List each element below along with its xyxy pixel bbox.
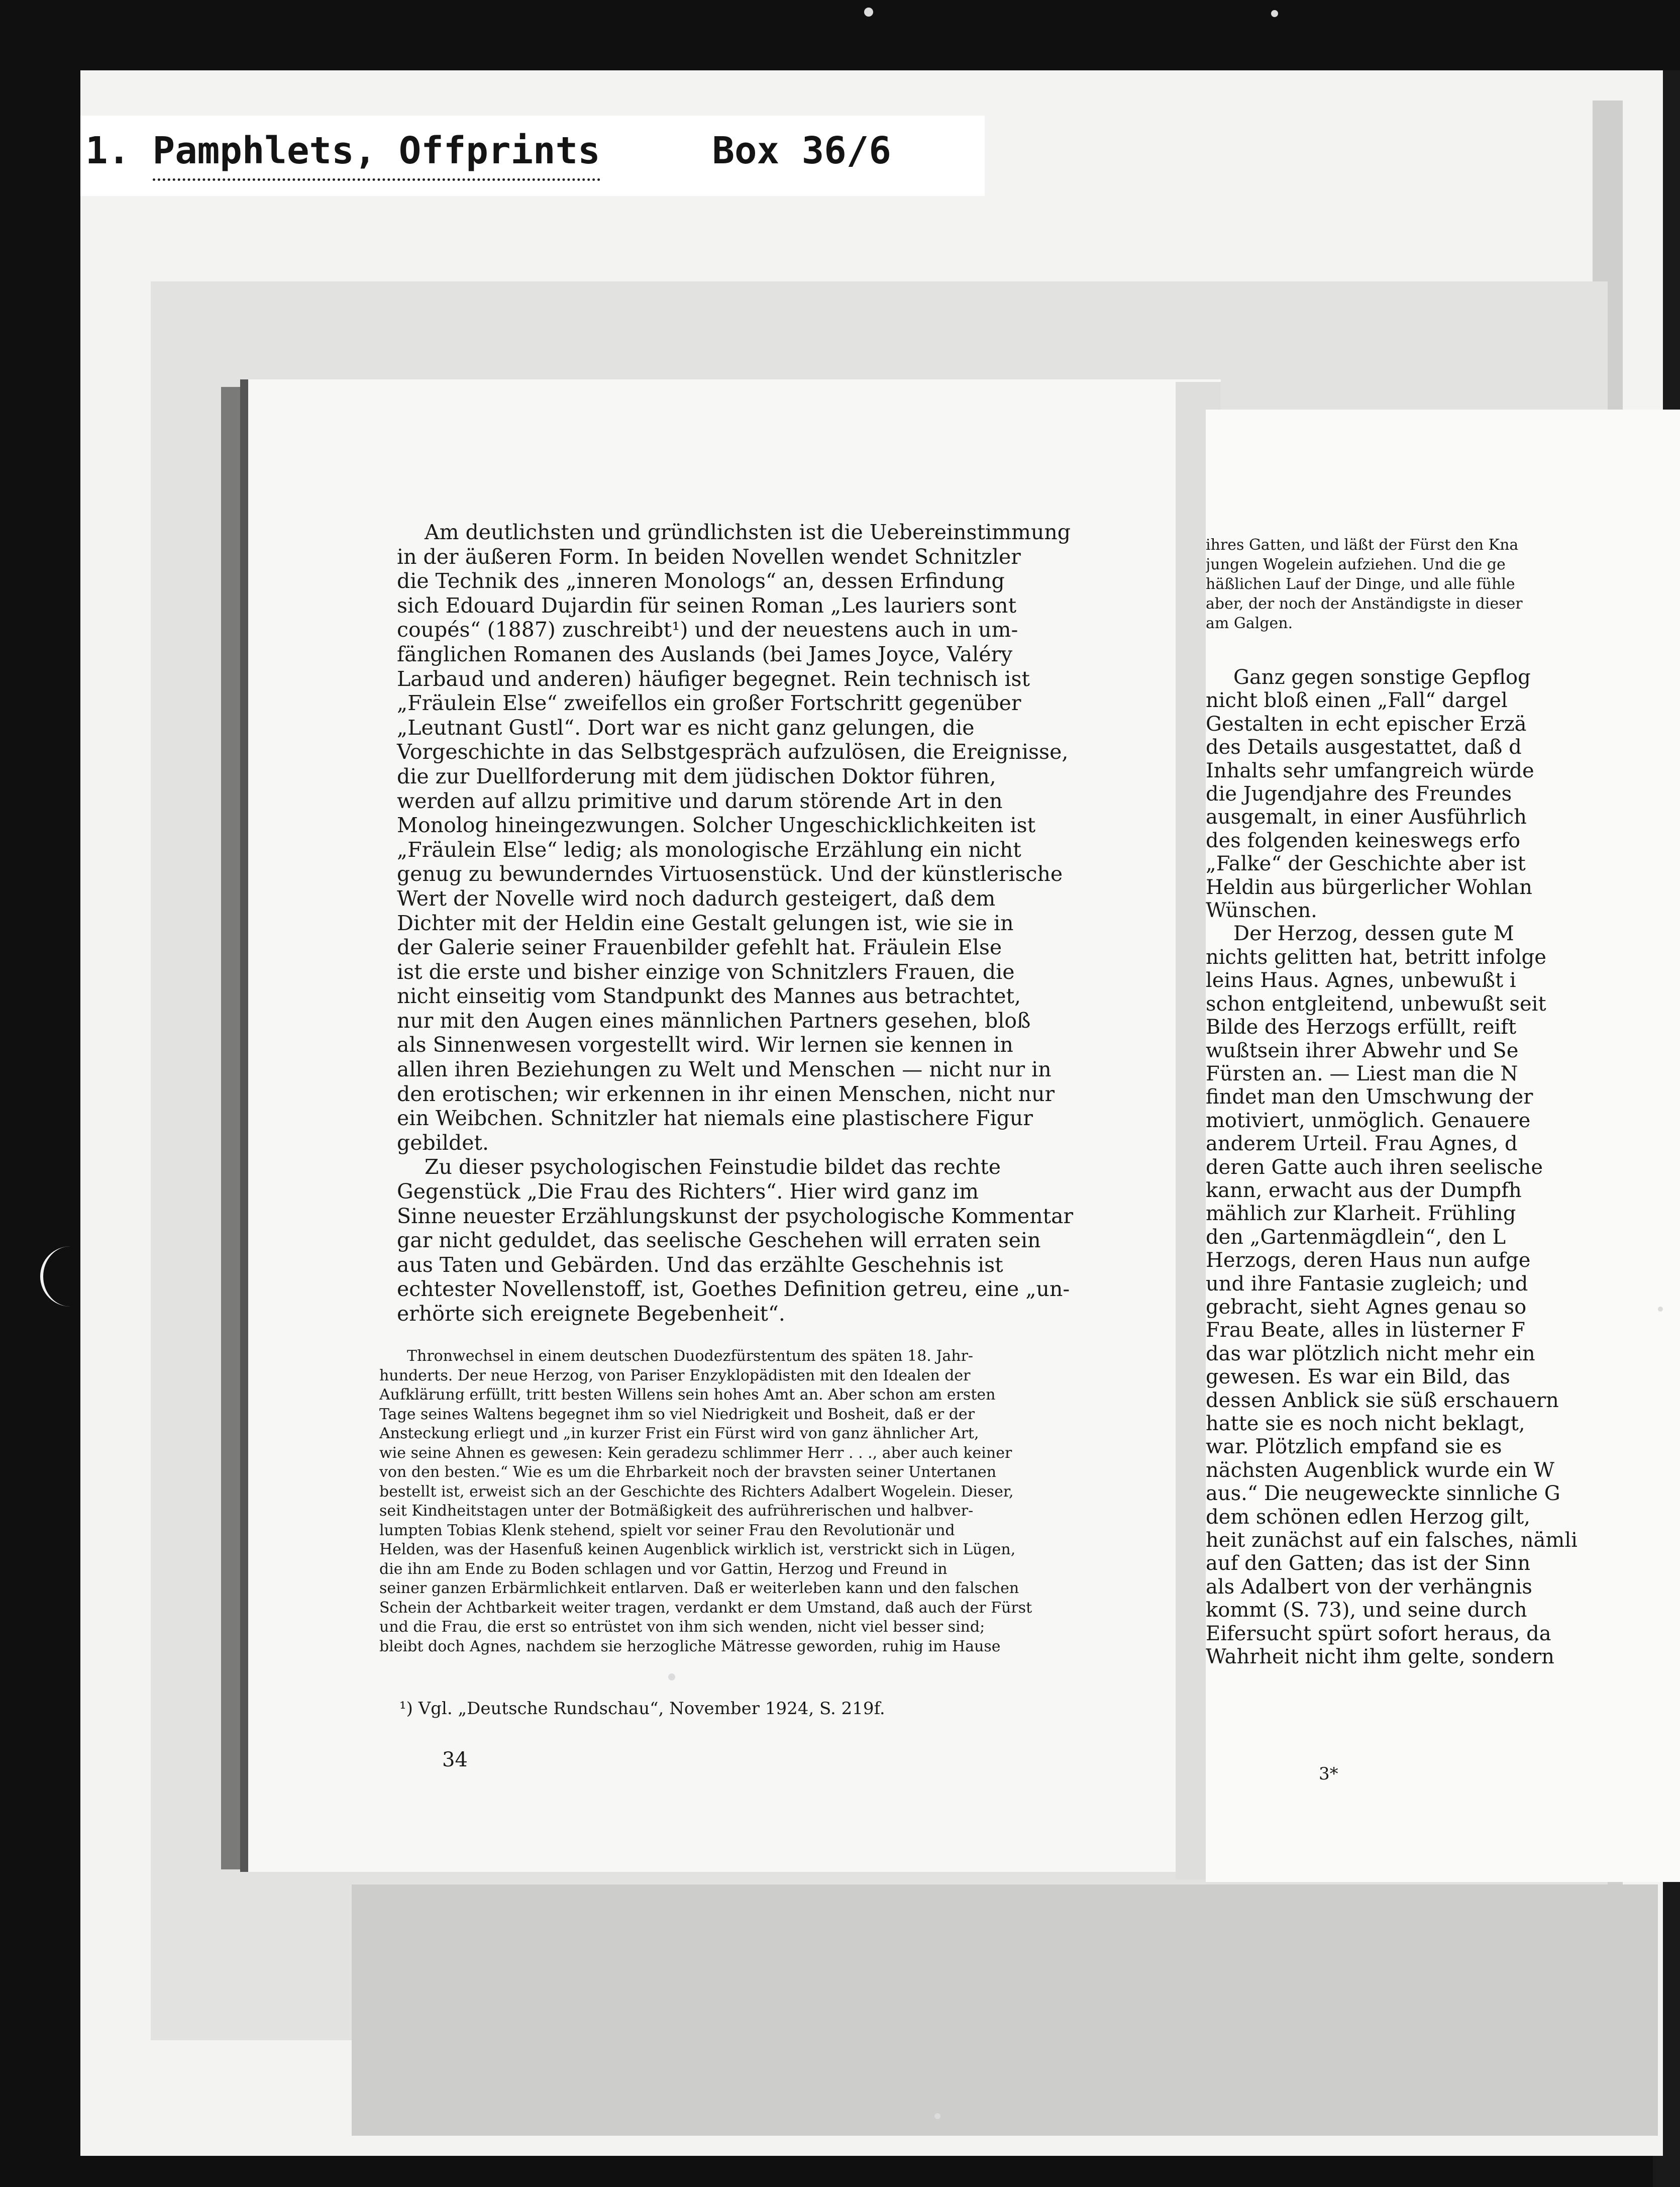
right-page-top-text: [1206, 535, 1678, 633]
right-body-line: aus.“ Die neugeweckte sinnliche G: [1206, 1482, 1560, 1506]
body-line: Larbaud und anderen) häufiger begegnet. Rein technisch ist: [397, 666, 1030, 691]
body-line: die zur Duellforderung mit dem jüdischen Doktor führen,: [397, 764, 996, 788]
summary-line: und die Frau, die erst so entrüstet von ihm sich wenden, nicht viel besser sind;: [379, 1618, 985, 1636]
summary-line: bestellt ist, erweist sich an der Geschichte des Richters Adalbert Wogelein. Dieser,: [379, 1482, 1014, 1501]
label-title: Pamphlets, Offprints: [153, 123, 600, 181]
right-body-line: ausgemalt, in einer Ausführlich: [1206, 806, 1527, 829]
right-page-body: [1206, 666, 1678, 1668]
left-page-summary: [379, 1347, 1070, 1656]
body-line: den erotischen; wir erkennen in ihr einen Menschen, nicht nur: [397, 1081, 1055, 1106]
right-body-line: nichts gelitten hat, betritt infolge: [1206, 945, 1546, 969]
summary-line: seiner ganzen Erbärmlichkeit entlarven. Daß er weiterleben kann und den falschen: [379, 1579, 1019, 1597]
summary-line: wie seine Ahnen es gewesen: Kein geradezu schlimmer Herr . . ., aber auch keiner: [379, 1444, 1012, 1462]
right-body-line: anderem Urteil. Frau Agnes, d: [1206, 1132, 1518, 1156]
right-body-line: nächsten Augenblick wurde ein W: [1206, 1458, 1554, 1482]
body-line: als Sinnenwesen vorgestellt wird. Wir lernen sie kennen in: [397, 1033, 1013, 1057]
film-mark: [40, 1246, 73, 1307]
right-body-line: dem schönen edlen Herzog gilt,: [1206, 1505, 1530, 1529]
summary-line: Thronwechsel in einem deutschen Duodezfürstentum des späten 18. Jahr-: [407, 1347, 974, 1365]
right-body-line: mählich zur Klarheit. Frühling: [1206, 1202, 1516, 1226]
right-body-line: Eifersucht spürt sofort heraus, da: [1206, 1622, 1551, 1645]
body-line: Dichter mit der Heldin eine Gestalt gelungen ist, wie sie in: [397, 911, 1014, 935]
right-page-signature-mark: 3*: [1319, 1764, 1338, 1784]
left-page-number: 34: [442, 1748, 468, 1771]
summary-line: Ansteckung erliegt und „in kurzer Frist ein Fürst wird von ganz ähnlicher Art,: [379, 1425, 979, 1442]
archive-label-text: [85, 123, 990, 178]
left-page-footnote: ¹) Vgl. „Deutsche Rundschau“, November 1924, S. 219f.: [399, 1699, 885, 1719]
right-body-line: Fürsten an. — Liest man die N: [1206, 1062, 1518, 1085]
body-line: Wert der Novelle wird noch dadurch gesteigert, daß dem: [397, 886, 996, 911]
card-lower-shadow: [352, 1884, 1658, 2136]
right-body-line: Frau Beate, alles in lüsterner F: [1206, 1319, 1525, 1342]
right-body-line: schon entgleitend, unbewußt seit: [1206, 992, 1546, 1016]
right-body-line: wußtsein ihrer Abwehr und Se: [1206, 1039, 1519, 1062]
summary-line: Aufklärung erfüllt, tritt besten Willens sein hohes Amt an. Aber schon am ersten: [379, 1386, 996, 1404]
right-body-line: die Jugendjahre des Freundes: [1206, 782, 1512, 806]
summary-line: seit Kindheitstagen unter der Botmäßigkeit des aufrührerischen und halbver-: [379, 1502, 974, 1520]
right-body-line: Gestalten in echt epischer Erzä: [1206, 712, 1527, 736]
body-line: Vorgeschichte in das Selbstgespräch aufzulösen, die Ereignisse,: [397, 740, 1069, 764]
right-top-line: häßlichen Lauf der Dinge, und alle fühle: [1206, 575, 1515, 593]
body-line: sich Edouard Dujardin für seinen Roman „Les lauriers sont: [397, 593, 1017, 618]
dust-speck: [864, 8, 873, 17]
body-line: nicht einseitig vom Standpunkt des Mannes aus betrachtet,: [397, 984, 1021, 1009]
body-line: gebildet.: [397, 1130, 489, 1155]
body-line: coupés“ (1887) zuschreibt¹) und der neuestens auch in um-: [397, 618, 1018, 642]
right-body-line: Ganz gegen sonstige Gepflog: [1233, 666, 1531, 689]
dust-speck: [934, 2113, 940, 2119]
right-body-line: Wünschen.: [1206, 899, 1317, 923]
right-body-line: war. Plötzlich empfand sie es: [1206, 1435, 1502, 1459]
body-line: Zu dieser psychologischen Feinstudie bildet das rechte: [425, 1155, 1001, 1179]
right-top-line: ihres Gatten, und läßt der Fürst den Kna: [1206, 536, 1519, 554]
right-body-line: kann, erwacht aus der Dumpfh: [1206, 1178, 1522, 1202]
body-line: „Leutnant Gustl“. Dort war es nicht ganz gelungen, die: [397, 715, 975, 740]
right-top-line: am Galgen.: [1206, 615, 1293, 632]
body-line: allen ihren Beziehungen zu Welt und Menschen — nicht nur in: [397, 1057, 1052, 1082]
right-body-line: gewesen. Es war ein Bild, das: [1206, 1365, 1510, 1389]
left-page-body: [397, 520, 1088, 1326]
right-body-line: nicht bloß einen „Fall“ dargel: [1206, 689, 1508, 713]
right-body-line: „Falke“ der Geschichte aber ist: [1206, 852, 1526, 876]
right-body-line: deren Gatte auch ihren seelische: [1206, 1155, 1543, 1179]
right-body-line: das war plötzlich nicht mehr ein: [1206, 1342, 1535, 1365]
book-spine-shadow: [221, 387, 241, 1869]
right-body-line: als Adalbert von der verhängnis: [1206, 1575, 1532, 1599]
summary-line: bleibt doch Agnes, nachdem sie herzogliche Mätresse geworden, ruhig im Hause: [379, 1637, 1001, 1655]
body-line: Gegenstück „Die Frau des Richters“. Hier wird ganz im: [397, 1179, 979, 1204]
summary-line: Tage seines Waltens begegnet ihm so viel Niedrigkeit und Bosheit, daß er der: [379, 1405, 975, 1423]
right-body-line: Wahrheit nicht ihm gelte, sondern: [1206, 1645, 1554, 1669]
body-line: erhörte sich ereignete Begebenheit“.: [397, 1302, 785, 1326]
body-line: werden auf allzu primitive und darum störende Art in den: [397, 788, 1003, 813]
right-body-line: kommt (S. 73), und seine durch: [1206, 1599, 1527, 1622]
right-body-line: hatte sie es noch nicht beklagt,: [1206, 1412, 1525, 1435]
summary-line: Schein der Achtbarkeit weiter tragen, verdankt er dem Umstand, daß auch der Fürst: [379, 1599, 1032, 1617]
body-line: Monolog hineingezwungen. Solcher Ungeschicklichkeiten ist: [397, 813, 1036, 838]
right-page: [1206, 410, 1680, 1882]
body-line: in der äußeren Form. In beiden Novellen wendet Schnitzler: [397, 544, 1021, 569]
right-body-line: auf den Gatten; das ist der Sinn: [1206, 1552, 1531, 1575]
body-line: echtester Novellenstoff, ist, Goethes Definition getreu, eine „un-: [397, 1277, 1070, 1302]
right-body-line: dessen Anblick sie süß erschauern: [1206, 1388, 1559, 1412]
right-body-line: Bilde des Herzogs erfüllt, reift: [1206, 1016, 1517, 1039]
body-line: die Technik des „inneren Monologs“ an, dessen Erfindung: [397, 569, 1005, 593]
right-body-line: Inhalts sehr umfangreich würde: [1206, 759, 1534, 782]
right-body-line: den „Gartenmägdlein“, den L: [1206, 1225, 1506, 1249]
right-body-line: findet man den Umschwung der: [1206, 1085, 1533, 1109]
body-line: „Fräulein Else“ ledig; als monologische Erzählung ein nicht: [397, 837, 1021, 862]
right-body-line: des Details ausgestattet, daß d: [1206, 736, 1522, 759]
right-body-line: Heldin aus bürgerlicher Wohlan: [1206, 875, 1532, 899]
body-line: fänglichen Romanen des Auslands (bei James Joyce, Valéry: [397, 642, 1013, 666]
dust-speck: [1658, 1307, 1663, 1312]
right-body-line: und ihre Fantasie zugleich; und: [1206, 1272, 1528, 1296]
body-line: der Galerie seiner Frauenbilder gefehlt hat. Fräulein Else: [397, 935, 1002, 960]
right-body-line: gebracht, sieht Agnes genau so: [1206, 1295, 1527, 1319]
body-line: Am deutlichsten und gründlichsten ist die Uebereinstimmung: [425, 520, 1071, 544]
label-box: Box 36/6: [712, 129, 891, 172]
right-top-line: aber, der noch der Anständigste in dieser: [1206, 595, 1523, 613]
right-top-line: jungen Wogelein aufziehen. Und die ge: [1206, 556, 1506, 573]
body-line: ist die erste und bisher einzige von Schnitzlers Frauen, die: [397, 959, 1015, 984]
dust-speck: [1271, 10, 1278, 17]
right-body-line: Herzogs, deren Haus nun aufge: [1206, 1249, 1531, 1272]
right-body-line: des folgenden keineswegs erfo: [1206, 829, 1521, 852]
body-line: „Fräulein Else“ zweifellos ein großer Fortschritt gegenüber: [397, 691, 1021, 716]
body-line: gar nicht geduldet, das seelische Geschehen will erraten sein: [397, 1228, 1041, 1253]
right-body-line: motiviert, unmöglich. Genauere: [1206, 1109, 1531, 1132]
summary-line: die ihn am Ende zu Boden schlagen und vor Gattin, Herzog und Freund in: [379, 1560, 948, 1578]
right-body-line: heit zunächst auf ein falsches, nämli: [1206, 1529, 1578, 1552]
body-line: Sinne neuester Erzählungskunst der psychologische Kommentar: [397, 1204, 1074, 1228]
summary-line: hunderts. Der neue Herzog, von Pariser Enzyklopädisten mit den Idealen der: [379, 1366, 971, 1384]
body-line: ein Weibchen. Schnitzler hat niemals eine plastischere Figur: [397, 1106, 1033, 1131]
body-line: nur mit den Augen eines männlichen Partners gesehen, bloß: [397, 1008, 1031, 1033]
body-line: genug zu bewunderndes Virtuosenstück. Und der künstlerische: [397, 862, 1063, 886]
label-number: 1.: [85, 129, 131, 172]
right-body-line: leins Haus. Agnes, unbewußt i: [1206, 969, 1516, 992]
summary-line: von den besten.“ Wie es um die Ehrbarkeit noch der bravsten seiner Untertanen: [379, 1463, 997, 1481]
summary-line: Helden, was der Hasenfuß keinen Augenblick wirklich ist, verstrickt sich in Lügen,: [379, 1541, 1016, 1558]
dust-speck: [668, 1673, 675, 1680]
right-body-line: Der Herzog, dessen gute M: [1233, 922, 1514, 946]
body-line: aus Taten und Gebärden. Und das erzählte Geschehnis ist: [397, 1252, 1003, 1277]
summary-line: lumpten Tobias Klenk stehend, spielt vor seiner Frau den Revolutionär und: [379, 1521, 955, 1539]
